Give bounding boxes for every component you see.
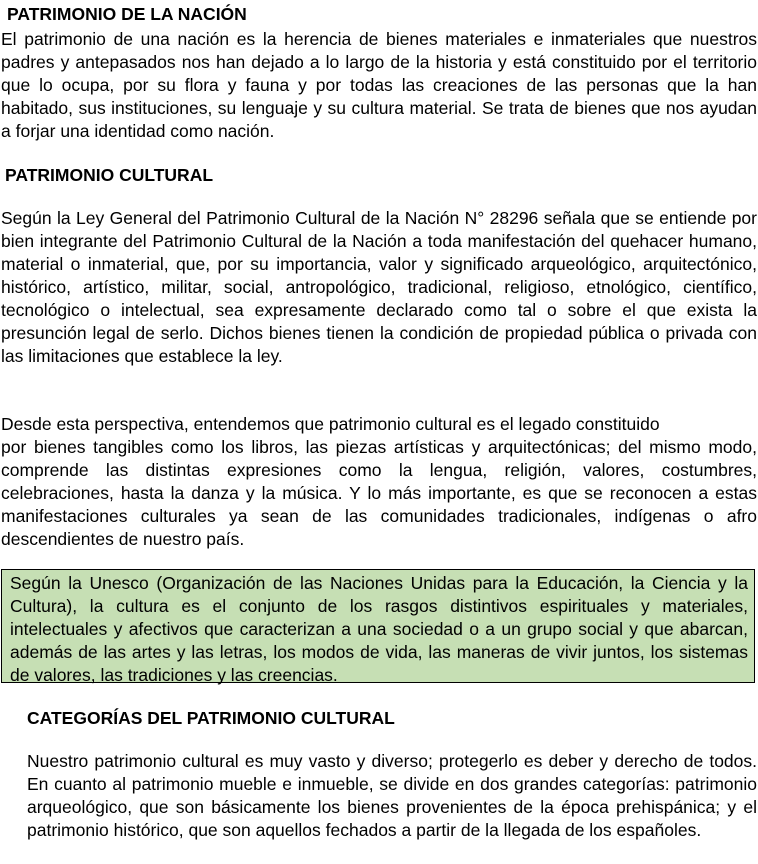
heading-patrimonio-cultural: PATRIMONIO CULTURAL [5,165,214,185]
paragraph-perspectiva-line1: Desde esta perspectiva, entendemos que patrimonio cultural es el legado constituido [1,414,660,434]
unesco-highlight-box [1,569,755,683]
paragraph-ley-general: Según la Ley General del Patrimonio Cultural de la Nación N° 28296 señala que se entiende por bien integrante del Patrimonio Cultural de la Nación a toda manifestación del quehacer humano, material o inmaterial, que, por su importancia, valor y significado arqueológico, arquitectónico, histórico, artístico, militar, social, antropológico, tradicional, religioso, etnológico, científico, tecnológico o intelectual, sea expresamente declarado como tal o sobre el que exista la presunción legal de serlo. Dichos bienes tienen la condición de propiedad pública o privada con las limitaciones que establece la ley. [1,208,757,366]
heading-categorias: CATEGORÍAS DEL PATRIMONIO CULTURAL [27,708,395,728]
paragraph-patrimonio-nacion: El patrimonio de una nación es la herencia de bienes materiales e inmateriales que nuestros padres y antepasados nos han dejado a lo largo de la historia y está constituido por el territorio que lo ocupa, por su flora y fauna y por todas las creaciones de las personas que la han habitado, sus instituciones, su lenguaje y su cultura material. Se trata de bienes que nos ayudan a forjar una identidad como nación. [1,29,757,141]
paragraph-categorias: Nuestro patrimonio cultural es muy vasto y diverso; protegerlo es deber y derecho de todos. En cuanto al patrimonio mueble e inmueble, se divide en dos grandes categorías: patrimonio arqueológico, que son básicamente los bienes provenientes de la época prehispánica; y el patrimonio histórico, que son aquellos fechados a partir de la llegada de los españoles. [27,751,757,840]
heading-patrimonio-nacion: PATRIMONIO DE LA NACIÓN [7,4,247,24]
unesco-definition-text: Según la Unesco (Organización de las Naciones Unidas para la Educación, la Ciencia y la Cultura), la cultura es el conjunto de los rasgos distintivos espirituales y materiales, intelectuales y afectivos que caracterizan a una sociedad o a un grupo social y que abarcan, además de las artes y las letras, los modos de vida, las maneras de vivir juntos, los sistemas de valores, las tradiciones y las creencias. [10,573,748,685]
paragraph-perspectiva: por bienes tangibles como los libros, las piezas artísticas y arquitectónicas; del mismo modo, comprende las distintas expresiones como la lengua, religión, valores, costumbres, celebraciones, hasta la danza y la música. Y lo más importante, es que se reconocen a estas manifestaciones culturales ya sean de las comunidades tradicionales, indígenas o afro descendientes de nuestro país. [1,437,757,549]
